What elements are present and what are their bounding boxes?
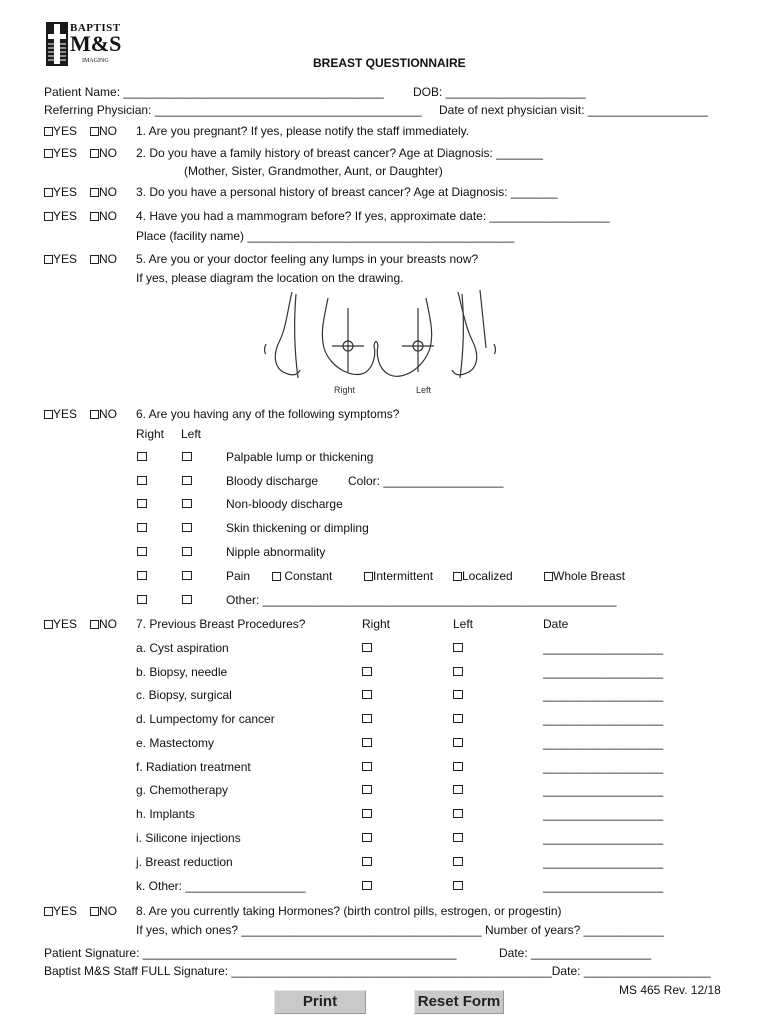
symptom-7-other-field[interactable]: Other: _____________________________________________________ (226, 593, 617, 607)
procedure-f-date[interactable]: __________________ (543, 760, 664, 774)
q5-yes[interactable]: YES (44, 252, 77, 266)
patient-signature-date[interactable]: Date: __________________ (499, 946, 652, 960)
q2-no[interactable]: NO (90, 146, 117, 160)
symptom-6-left-checkbox[interactable] (182, 571, 192, 580)
q8-text: 8. Are you currently taking Hormones? (birth control pills, estrogen, or progestin) (136, 904, 562, 918)
reset-form-button[interactable]: Reset Form (414, 990, 504, 1014)
checkbox[interactable] (90, 212, 99, 221)
pain-whole-breast[interactable]: Whole Breast (544, 569, 625, 583)
procedure-d-left-checkbox[interactable] (453, 714, 463, 723)
procedure-b-right-checkbox[interactable] (362, 667, 372, 676)
q1-yes[interactable]: YES (44, 124, 77, 138)
procedure-f-left-checkbox[interactable] (453, 762, 463, 771)
checkbox[interactable] (272, 572, 281, 581)
q2-subtext: (Mother, Sister, Grandmother, Aunt, or Daughter) (184, 164, 443, 178)
q4-yes[interactable]: YES (44, 209, 77, 223)
q3-text[interactable]: 3. Do you have a personal history of breast cancer? Age at Diagnosis: _______ (136, 185, 558, 199)
symptom-6-label: Pain (226, 569, 251, 583)
q1-no[interactable]: NO (90, 124, 117, 138)
symptom-7-left-checkbox[interactable] (182, 595, 192, 604)
procedure-h-left-checkbox[interactable] (453, 809, 463, 818)
q2-yes[interactable]: YES (44, 146, 77, 160)
procedure-c-date[interactable]: __________________ (543, 688, 664, 702)
symptom-2-label: Bloody discharge (226, 474, 319, 488)
checkbox[interactable] (364, 572, 373, 581)
procedure-d-right-checkbox[interactable] (362, 714, 372, 723)
checkbox[interactable] (544, 572, 553, 581)
symptom-3-label: Non-bloody discharge (226, 497, 343, 511)
symptom-4-left-checkbox[interactable] (182, 523, 192, 532)
procedure-j-date[interactable]: __________________ (543, 855, 664, 869)
procedure-j-left-checkbox[interactable] (453, 857, 463, 866)
checkbox[interactable] (90, 188, 99, 197)
procedure-f-right-checkbox[interactable] (362, 762, 372, 771)
procedure-e-label: e. Mastectomy (136, 736, 215, 750)
logo-text-ms: M&S (70, 31, 122, 56)
q3-no[interactable]: NO (90, 185, 117, 199)
staff-signature-field[interactable]: Baptist M&S Staff FULL Signature: ________________________________________________Date: ___________________ (44, 964, 711, 978)
symptom-1-left-checkbox[interactable] (182, 452, 192, 461)
diagram-label-left: Left (416, 385, 432, 395)
procedure-a-left-checkbox[interactable] (453, 643, 463, 652)
procedure-i-label: i. Silicone injections (136, 831, 241, 845)
procedure-i-left-checkbox[interactable] (453, 833, 463, 842)
procedure-c-left-checkbox[interactable] (453, 690, 463, 699)
q5-no[interactable]: NO (90, 252, 117, 266)
diagram-label-right: Right (334, 385, 356, 395)
pain-constant[interactable]: Constant (272, 569, 332, 583)
q4-text[interactable]: 4. Have you had a mammogram before? If yes, approximate date: __________________ (136, 209, 610, 223)
procedure-k-right-checkbox[interactable] (362, 881, 372, 890)
breast-diagram[interactable] (258, 288, 518, 398)
pain-intermittent[interactable]: Intermittent (364, 569, 433, 583)
q6-yes[interactable]: YES (44, 407, 77, 421)
procedure-e-right-checkbox[interactable] (362, 738, 372, 747)
print-button[interactable]: Print (274, 990, 366, 1014)
referring-physician-field[interactable]: Referring Physician: ________________________________________ (44, 103, 422, 117)
q6-col-left: Left (181, 427, 202, 441)
q7-col-right: Right (362, 617, 391, 631)
checkbox[interactable] (90, 149, 99, 158)
patient-signature-field[interactable]: Patient Signature: _______________________________________________ (44, 946, 457, 960)
checkbox[interactable] (44, 149, 53, 158)
procedure-k-left-checkbox[interactable] (453, 881, 463, 890)
checkbox[interactable] (44, 127, 53, 136)
q4-place[interactable]: Place (facility name) ________________________________________ (136, 229, 515, 243)
q7-col-left: Left (453, 617, 474, 631)
procedure-j-right-checkbox[interactable] (362, 857, 372, 866)
q7-yes[interactable]: YES (44, 617, 77, 631)
q5-text: 5. Are you or your doctor feeling any lumps in your breasts now? (136, 252, 479, 266)
procedure-h-date[interactable]: __________________ (543, 807, 664, 821)
checkbox[interactable] (44, 907, 53, 916)
procedure-e-left-checkbox[interactable] (453, 738, 463, 747)
q5-subtext: If yes, please diagram the location on the drawing. (136, 271, 404, 285)
symptom-3-right-checkbox[interactable] (137, 499, 147, 508)
procedure-g-left-checkbox[interactable] (453, 785, 463, 794)
patient-name-field[interactable]: Patient Name: _______________________________________ (44, 85, 384, 99)
next-visit-field[interactable]: Date of next physician visit: __________________ (439, 103, 708, 117)
checkbox[interactable] (453, 572, 462, 581)
logo (44, 20, 134, 70)
procedure-c-label: c. Biopsy, surgical (136, 688, 232, 702)
symptom-4-label: Skin thickening or dimpling (226, 521, 369, 535)
procedure-k-date[interactable]: __________________ (543, 879, 664, 893)
checkbox[interactable] (44, 212, 53, 221)
procedure-g-right-checkbox[interactable] (362, 785, 372, 794)
procedure-b-left-checkbox[interactable] (453, 667, 463, 676)
procedure-f-label: f. Radiation treatment (136, 760, 251, 774)
symptom-5-right-checkbox[interactable] (137, 547, 147, 556)
q7-col-date: Date (543, 617, 569, 631)
q8-no[interactable]: NO (90, 904, 117, 918)
procedure-j-label: j. Breast reduction (136, 855, 233, 869)
checkbox[interactable] (44, 410, 53, 419)
q8-yes[interactable]: YES (44, 904, 77, 918)
procedure-a-date[interactable]: __________________ (543, 641, 664, 655)
procedure-a-right-checkbox[interactable] (362, 643, 372, 652)
q7-no[interactable]: NO (90, 617, 117, 631)
procedure-a-label: a. Cyst aspiration (136, 641, 229, 655)
logo-text-baptist: BAPTIST (70, 22, 121, 34)
procedure-g-label: g. Chemotherapy (136, 783, 229, 797)
procedure-g-date[interactable]: __________________ (543, 783, 664, 797)
checkbox[interactable] (44, 255, 53, 264)
checkbox[interactable] (44, 188, 53, 197)
symptom-2-color-field[interactable]: Color: __________________ (348, 474, 504, 488)
procedure-e-date[interactable]: __________________ (543, 736, 664, 750)
page-title: BREAST QUESTIONNAIRE (313, 56, 466, 70)
q1-text: 1. Are you pregnant? If yes, please notify the staff immediately. (136, 124, 470, 138)
q2-text[interactable]: 2. Do you have a family history of breast cancer? Age at Diagnosis: _______ (136, 146, 543, 160)
procedure-h-right-checkbox[interactable] (362, 809, 372, 818)
procedure-i-date[interactable]: __________________ (543, 831, 664, 845)
checkbox[interactable] (90, 410, 99, 419)
procedure-b-date[interactable]: __________________ (543, 665, 664, 679)
pain-localized[interactable]: Localized (453, 569, 513, 583)
q3-yes[interactable]: YES (44, 185, 77, 199)
symptom-5-left-checkbox[interactable] (182, 547, 192, 556)
checkbox[interactable] (90, 907, 99, 916)
form-number: MS 465 Rev. 12/18 (619, 983, 721, 997)
procedure-b-label: b. Biopsy, needle (136, 665, 228, 679)
symptom-4-right-checkbox[interactable] (137, 523, 147, 532)
checkbox[interactable] (90, 620, 99, 629)
symptom-7-right-checkbox[interactable] (137, 595, 147, 604)
symptom-5-label: Nipple abnormality (226, 545, 326, 559)
q7-text: 7. Previous Breast Procedures? (136, 617, 306, 631)
procedure-d-label: d. Lumpectomy for cancer (136, 712, 275, 726)
checkbox[interactable] (44, 620, 53, 629)
procedure-c-right-checkbox[interactable] (362, 690, 372, 699)
symptom-3-left-checkbox[interactable] (182, 499, 192, 508)
checkbox[interactable] (90, 127, 99, 136)
logo-text-imaging: IMAGING (82, 58, 109, 64)
q8-subtext[interactable]: If yes, which ones? ____________________________________ Number of years? ____________ (136, 923, 664, 937)
procedure-h-label: h. Implants (136, 807, 195, 821)
symptom-1-label: Palpable lump or thickening (226, 450, 374, 464)
symptom-2-left-checkbox[interactable] (182, 476, 192, 485)
q4-no[interactable]: NO (90, 209, 117, 223)
symptom-6-right-checkbox[interactable] (137, 571, 147, 580)
dob-field[interactable]: DOB: _____________________ (413, 85, 586, 99)
symptom-2-right-checkbox[interactable] (137, 476, 147, 485)
procedure-i-right-checkbox[interactable] (362, 833, 372, 842)
checkbox[interactable] (90, 255, 99, 264)
q6-col-right: Right (136, 427, 165, 441)
q6-text: 6. Are you having any of the following symptoms? (136, 407, 400, 421)
procedure-k-other-field[interactable]: k. Other: __________________ (136, 879, 306, 893)
symptom-1-right-checkbox[interactable] (137, 452, 147, 461)
procedure-d-date[interactable]: __________________ (543, 712, 664, 726)
q6-no[interactable]: NO (90, 407, 117, 421)
